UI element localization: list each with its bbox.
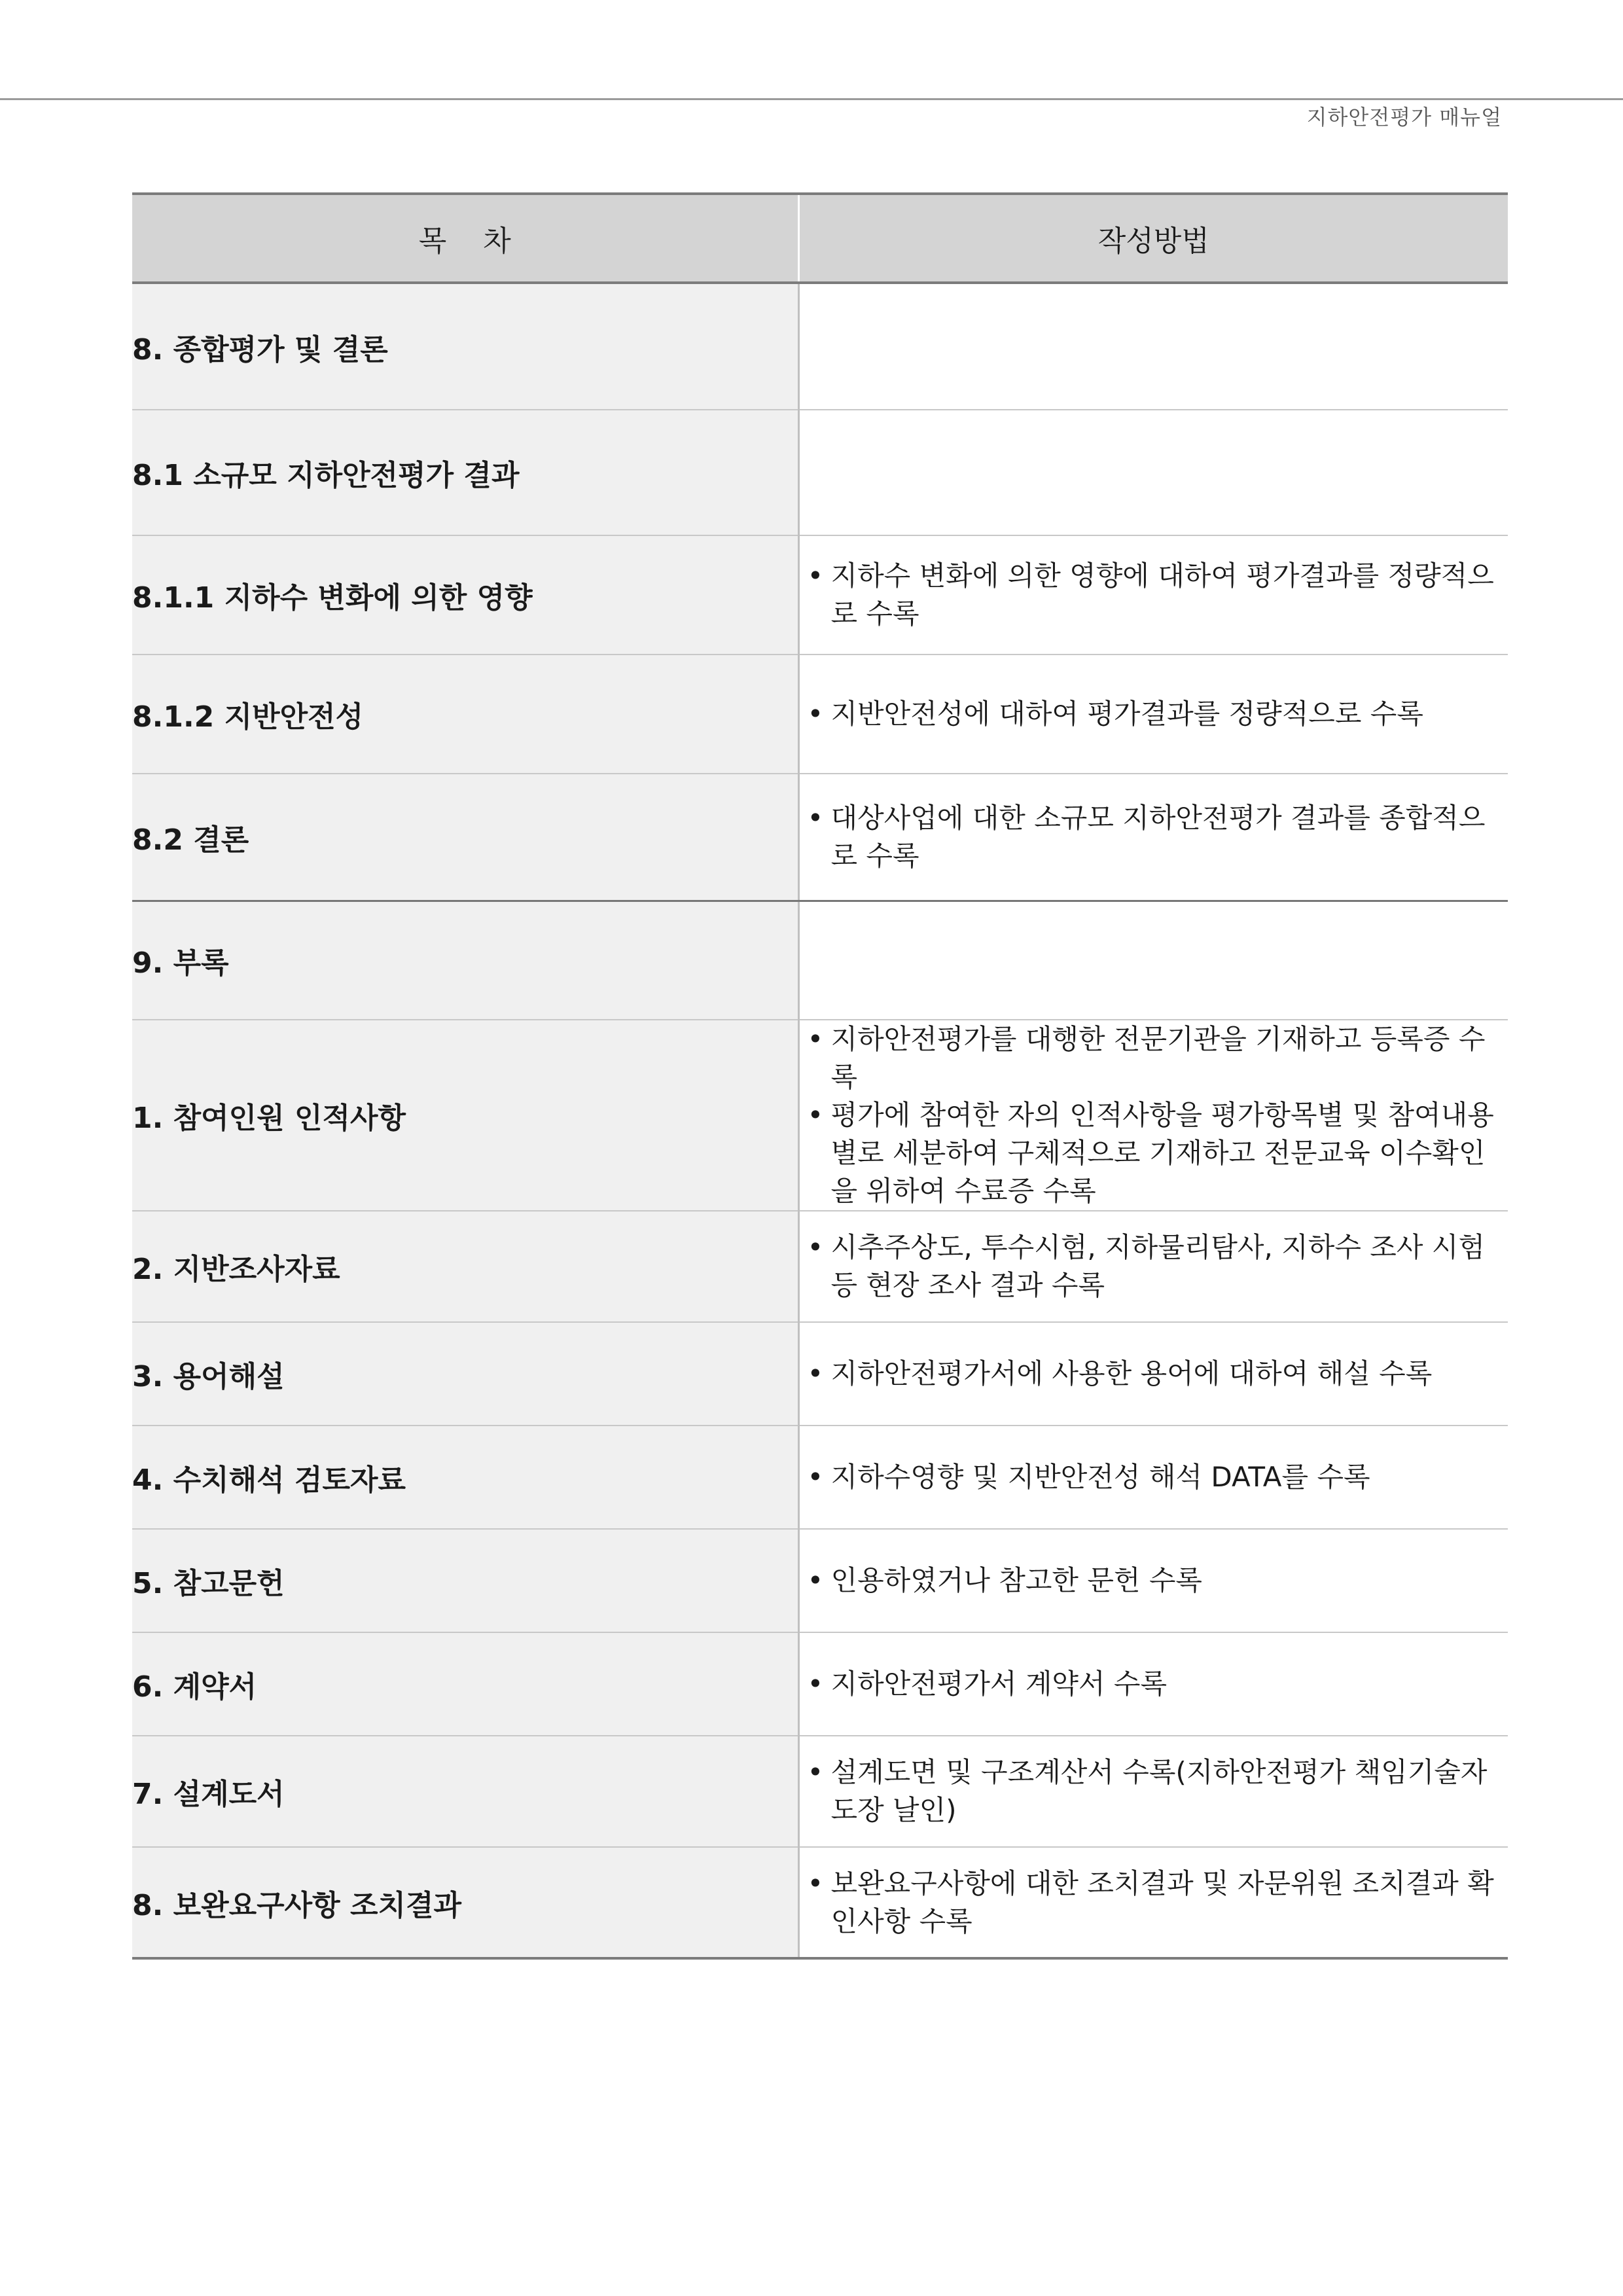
method-item [808, 1665, 1503, 1703]
running-header: 지하안전평가 매뉴얼 [1306, 105, 1502, 130]
table-row [132, 1322, 1508, 1426]
method-item [808, 695, 1503, 733]
toc-entry: 1. 참여인원 인적사항 [132, 1020, 798, 1211]
table-header-row [132, 194, 1508, 283]
toc-entry: 8. 보완요구사항 조치결과 [132, 1847, 798, 1958]
toc-entry: 8.2 결론 [132, 774, 798, 901]
bullet-icon: • [807, 1461, 824, 1493]
method-item [808, 1355, 1503, 1393]
bullet-icon: • [807, 1357, 824, 1390]
method-text: 설계도면 및 구조계산서 수록(지하안전평가 책임기술자 도장 날인) [830, 1756, 1488, 1826]
method-cell [798, 535, 1508, 655]
method-text: 지하안전평가를 대행한 전문기관을 기재하고 등록증 수록 [830, 1023, 1486, 1093]
table-row [132, 1736, 1508, 1847]
toc-entry: 8.1.2 지반안전성 [132, 655, 798, 774]
method-cell [798, 655, 1508, 774]
method-item [808, 1562, 1503, 1600]
table-row [132, 1426, 1508, 1529]
table-row [132, 901, 1508, 1020]
bullet-icon: • [807, 1867, 824, 1899]
method-cell [798, 1736, 1508, 1847]
method-cell [798, 1020, 1508, 1211]
method-text: 지반안전성에 대하여 평가결과를 정량적으로 수록 [830, 698, 1423, 730]
bullet-icon: • [807, 801, 824, 834]
method-text: 지하수 변화에 의한 영향에 대하여 평가결과를 정량적으로 수록 [830, 560, 1494, 630]
toc-entry: 4. 수치해석 검토자료 [132, 1426, 798, 1529]
method-cell [798, 1847, 1508, 1958]
method-text: 지하안전평가서에 사용한 용어에 대하여 해설 수록 [830, 1357, 1433, 1390]
table-row [132, 1529, 1508, 1632]
method-text: 시추주상도, 투수시험, 지하물리탐사, 지하수 조사 시험 등 현장 조사 결과 수록 [830, 1231, 1485, 1301]
bullet-icon: • [807, 1564, 824, 1596]
method-cell [798, 1322, 1508, 1426]
toc-entry: 7. 설계도서 [132, 1736, 798, 1847]
header-rule [0, 98, 1623, 100]
method-item [808, 1020, 1503, 1096]
table-row [132, 410, 1508, 535]
method-text: 보완요구사항에 대한 조치결과 및 자문위원 조치결과 확인사항 수록 [830, 1867, 1494, 1937]
toc-entry: 8.1.1 지하수 변화에 의한 영향 [132, 535, 798, 655]
method-cell [798, 1211, 1508, 1322]
header-method: 작성방법 [798, 194, 1508, 283]
method-cell [798, 1426, 1508, 1529]
toc-entry: 3. 용어해설 [132, 1322, 798, 1426]
table-row [132, 1632, 1508, 1736]
bullet-icon: • [807, 1023, 824, 1055]
method-cell [798, 901, 1508, 1020]
bullet-icon: • [807, 1756, 824, 1788]
toc-table [132, 192, 1508, 1960]
table-row [132, 774, 1508, 901]
method-text: 대상사업에 대한 소규모 지하안전평가 결과를 종합적으로 수록 [830, 801, 1486, 872]
toc-entry: 2. 지반조사자료 [132, 1211, 798, 1322]
method-item [808, 557, 1503, 633]
table-row [132, 655, 1508, 774]
bullet-icon: • [807, 698, 824, 730]
table-row [132, 283, 1508, 410]
method-item [808, 1865, 1503, 1941]
bullet-icon: • [807, 1231, 824, 1263]
method-text: 지하안전평가서 계약서 수록 [830, 1668, 1168, 1700]
table-row [132, 535, 1508, 655]
toc-entry: 5. 참고문헌 [132, 1529, 798, 1632]
method-cell [798, 1529, 1508, 1632]
method-cell [798, 774, 1508, 901]
method-item [808, 799, 1503, 875]
method-cell [798, 283, 1508, 410]
table-row [132, 1211, 1508, 1322]
table-row [132, 1847, 1508, 1958]
method-item [808, 1458, 1503, 1496]
method-text: 평가에 참여한 자의 인적사항을 평가항목별 및 참여내용별로 세분하여 구체적으로 기재하고 전문교육 이수확인을 위하여 수료증 수록 [830, 1099, 1494, 1207]
bullet-icon: • [807, 560, 824, 592]
toc-entry: 8.1 소규모 지하안전평가 결과 [132, 410, 798, 535]
method-cell [798, 1632, 1508, 1736]
toc-entry: 6. 계약서 [132, 1632, 798, 1736]
toc-entry: 9. 부록 [132, 901, 798, 1020]
method-item [808, 1229, 1503, 1304]
method-text: 인용하였거나 참고한 문헌 수록 [830, 1564, 1202, 1596]
method-item [808, 1753, 1503, 1829]
method-item [808, 1096, 1503, 1210]
header-toc: 목 차 [132, 194, 798, 283]
method-text: 지하수영향 및 지반안전성 해석 DATA를 수록 [830, 1461, 1370, 1493]
bullet-icon: • [807, 1668, 824, 1700]
table-row [132, 1020, 1508, 1211]
bullet-icon: • [807, 1099, 824, 1131]
toc-entry: 8. 종합평가 및 결론 [132, 283, 798, 410]
method-cell [798, 410, 1508, 535]
